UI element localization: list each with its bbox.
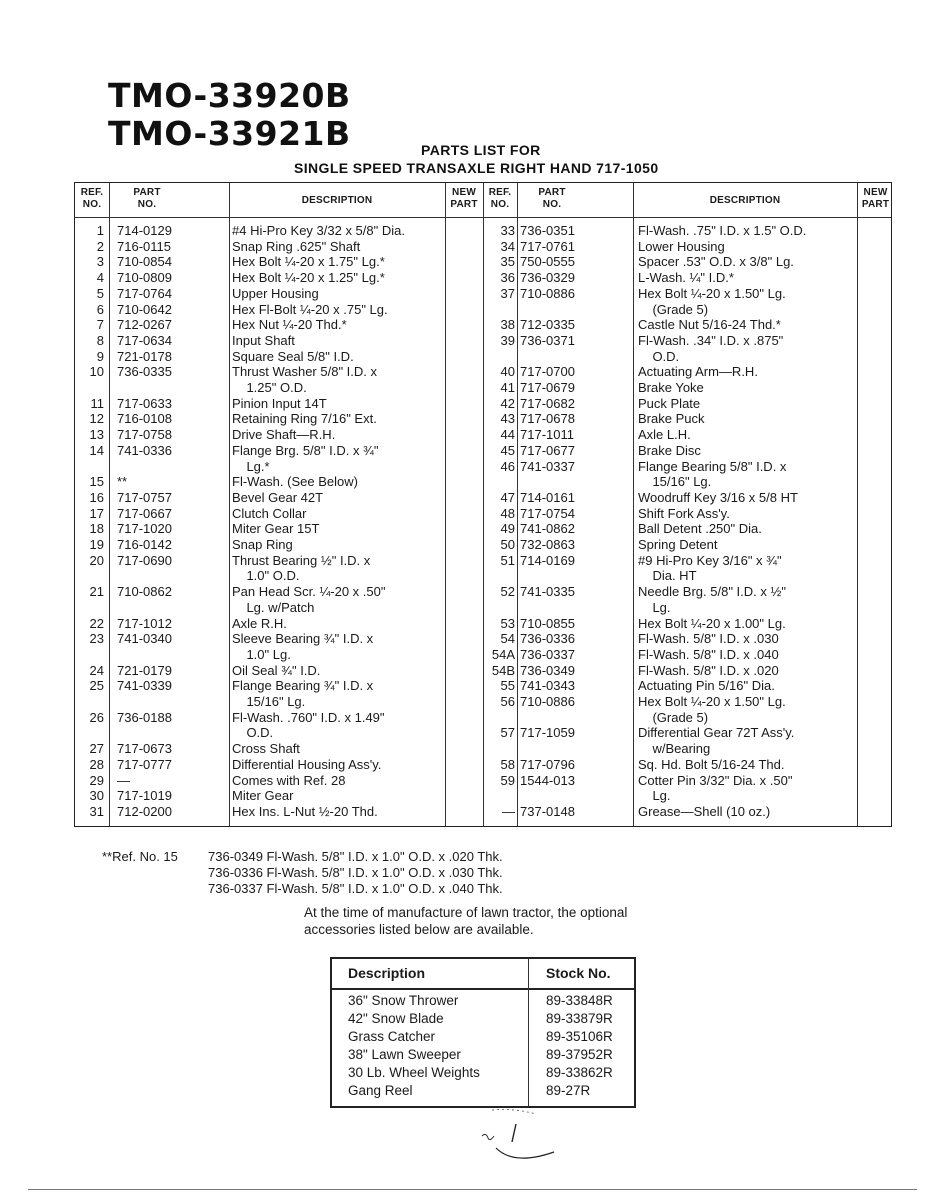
description-cell: Sleeve Bearing ¾" I.D. x [232, 631, 374, 647]
parts-table [74, 182, 892, 827]
accessory-description: 42" Snow Blade [348, 1011, 444, 1026]
ref-cell: 54 [500, 631, 515, 647]
description-cell: 1.0" Lg. [232, 646, 291, 662]
ref-cell: 54B [491, 662, 515, 678]
ref-cell: 50 [500, 537, 515, 552]
ref-cell: 25 [89, 678, 104, 694]
part-number-cell: 710-0862 [117, 584, 172, 600]
ref-cell: 13 [89, 427, 104, 443]
description-cell: (Grade 5) [638, 301, 709, 317]
ref-cell: 6 [96, 301, 104, 317]
part-number-cell: 716-0142 [117, 537, 172, 552]
description-cell: #9 Hi-Pro Key 3/16" x ¾" [638, 552, 782, 568]
ref-cell: 51 [500, 552, 515, 568]
description-cell: Brake Yoke [638, 380, 704, 395]
ref-cell: 7 [96, 317, 104, 333]
parts-list-heading: PARTS LIST FOR [421, 142, 541, 158]
ref-cell: 53 [500, 615, 515, 631]
column-divider [633, 183, 634, 826]
ref-cell [479, 741, 515, 757]
ref-cell: 26 [89, 709, 104, 725]
part-number-cell: 741-0862 [520, 521, 575, 537]
part-number-cell: 717-0634 [117, 332, 172, 348]
ref-cell: 46 [500, 458, 515, 474]
description-cell: Lg. w/Patch [232, 599, 315, 615]
description-cell: Spring Detent [638, 537, 718, 552]
ref-cell: 31 [89, 803, 104, 819]
description-cell: L-Wash. ¼" I.D.* [638, 270, 734, 286]
ref-cell: 36 [500, 270, 515, 286]
part-number-cell: 717-1059 [520, 725, 575, 741]
ref-cell: 41 [500, 380, 515, 395]
part-number-cell: 736-0188 [117, 709, 172, 725]
part-number-cell: 714-0129 [117, 223, 172, 238]
ref-cell: 15 [89, 474, 104, 490]
column-divider [109, 183, 110, 826]
ref-cell: 1 [96, 223, 104, 238]
description-cell: Fl-Wash. .760" I.D. x 1.49" [232, 709, 385, 725]
ref-cell: 14 [89, 442, 104, 458]
ref-cell: 19 [89, 537, 104, 552]
ref-cell: 29 [89, 772, 104, 788]
part-number-cell: 736-0371 [520, 332, 575, 348]
ref-cell: 3 [96, 254, 104, 270]
ref-cell: 39 [500, 332, 515, 348]
description-cell: 15/16" Lg. [232, 694, 306, 709]
column-divider [229, 183, 230, 826]
description-cell: Fl-Wash. .34" I.D. x .875" [638, 332, 784, 348]
ref-cell: 47 [500, 489, 515, 505]
description-cell: Pinion Input 14T [232, 395, 327, 411]
ref-cell: 42 [500, 395, 515, 411]
part-number-cell: 736-0329 [520, 270, 575, 286]
description-cell: Miter Gear [232, 788, 294, 804]
part-number-cell: 717-1020 [117, 521, 172, 537]
description-cell: Hex Ins. L-Nut ½-20 Thd. [232, 803, 378, 819]
part-number-cell: 741-0337 [520, 458, 575, 474]
part-number-cell: 732-0863 [520, 537, 575, 552]
ref-cell: 5 [96, 285, 104, 301]
description-cell: Differential Housing Ass'y. [232, 756, 382, 772]
column-divider [857, 183, 858, 826]
ref-cell: 12 [89, 411, 104, 427]
ref-cell: 16 [89, 489, 104, 505]
part-number-cell: 741-0340 [117, 631, 172, 647]
part-number-cell: 736-0351 [520, 223, 575, 238]
description-cell: Hex Bolt ¼-20 x 1.00" Lg. [638, 615, 786, 631]
ref-cell: 27 [89, 741, 104, 757]
description-cell: Brake Disc [638, 442, 701, 458]
ref-cell [75, 647, 104, 663]
ref-cell: 21 [89, 584, 104, 600]
description-cell: (Grade 5) [638, 709, 709, 725]
description-cell: Thrust Washer 5/8" I.D. x [232, 364, 378, 380]
part-number-cell: 717-1012 [117, 615, 172, 631]
ref-cell [479, 710, 515, 726]
ref-cell: 40 [500, 364, 515, 380]
ref-cell: 8 [96, 332, 104, 348]
ref-cell: 56 [500, 694, 515, 709]
ref-cell: 54A [491, 646, 515, 662]
part-number-cell: 717-0673 [117, 741, 172, 757]
description-cell: 15/16" Lg. [638, 474, 712, 490]
accessory-stock-number: 89-33862R [546, 1065, 613, 1080]
header-part-no: PART NO. [133, 187, 161, 210]
part-number-cell: 1544-013 [520, 772, 575, 788]
column-divider [517, 183, 518, 826]
accessory-stock-number: 89-33879R [546, 1011, 613, 1026]
part-number-cell: 714-0169 [520, 552, 575, 568]
description-cell: Snap Ring .625" Shaft [232, 238, 361, 254]
ref-cell [75, 380, 104, 396]
description-cell: Oil Seal ¾" I.D. [232, 662, 321, 678]
accessories-note [304, 904, 627, 938]
ref-cell [479, 474, 515, 490]
model-number-1: TMO-33920B [108, 76, 351, 115]
header-rule [75, 217, 891, 218]
ref-cell: 38 [500, 317, 515, 333]
description-cell: Clutch Collar [232, 505, 307, 521]
description-cell: Hex Bolt ¼-20 x 1.50" Lg. [638, 694, 786, 709]
footnote-line: 736-0336 Fl-Wash. 5/8" I.D. x 1.0" O.D. x .030 Thk. [208, 865, 503, 880]
part-number-cell: 710-0886 [520, 694, 575, 709]
part-number-cell: 750-0555 [520, 254, 575, 270]
accessory-stock-number: 89-27R [546, 1083, 591, 1098]
ref-cell [75, 694, 104, 710]
part-number-cell: 710-0854 [117, 254, 172, 270]
description-cell: Cotter Pin 3/32" Dia. x .50" [638, 772, 793, 788]
part-number-cell: 710-0886 [520, 285, 575, 301]
part-number-cell: 736-0335 [117, 364, 172, 380]
description-cell: Sq. Hd. Bolt 5/16-24 Thd. [638, 756, 785, 772]
description-cell: Grease—Shell (10 oz.) [638, 803, 771, 819]
description-cell: Miter Gear 15T [232, 521, 320, 537]
description-cell: Lg. [638, 788, 671, 804]
description-cell: Hex Fl-Bolt ¼-20 x .75" Lg. [232, 301, 388, 317]
part-number-cell: 717-0761 [520, 238, 575, 254]
ref-cell: 10 [89, 364, 104, 380]
handwritten-mark [474, 1108, 564, 1168]
ref-cell: 30 [89, 788, 104, 804]
ref-cell [75, 568, 104, 584]
ref-cell: 35 [500, 254, 515, 270]
part-number-cell: 717-0758 [117, 427, 172, 443]
ref-cell: 48 [500, 505, 515, 521]
description-cell: Square Seal 5/8" I.D. [232, 348, 354, 364]
description-cell: Woodruff Key 3/16 x 5/8 HT [638, 489, 798, 505]
header-new-part: NEW PART [450, 187, 478, 210]
description-cell: #4 Hi-Pro Key 3/32 x 5/8" Dia. [232, 223, 405, 238]
part-number-cell: 741-0339 [117, 678, 172, 694]
ref-cell: 43 [500, 411, 515, 427]
description-cell: Hex Bolt ¼-20 x 1.50" Lg. [638, 285, 786, 301]
ref-cell [479, 302, 515, 318]
accessory-description: 36" Snow Thrower [348, 993, 459, 1008]
footnote-line: 736-0349 Fl-Wash. 5/8" I.D. x 1.0" O.D. x .020 Thk. [208, 849, 503, 864]
description-cell: w/Bearing [638, 741, 711, 757]
part-number-cell: 717-0764 [117, 285, 172, 301]
header-ref-no: REF. NO. [488, 187, 512, 210]
parts-list-subheading: SINGLE SPEED TRANSAXLE RIGHT HAND 717-1050 [294, 160, 659, 176]
part-number-cell: 721-0179 [117, 662, 172, 678]
part-number-cell: 717-1011 [520, 427, 574, 443]
part-number-cell: 710-0855 [520, 615, 575, 631]
part-number-cell: 717-1019 [117, 788, 172, 804]
ref-cell: 55 [500, 678, 515, 694]
header-description: DESCRIPTION [709, 195, 781, 206]
description-cell: Hex Bolt ¼-20 x 1.75" Lg.* [232, 254, 385, 270]
ref-cell: 23 [89, 631, 104, 647]
part-number-cell: 712-0335 [520, 317, 575, 333]
description-cell: O.D. [638, 348, 680, 364]
description-cell: 1.25" O.D. [232, 380, 307, 395]
header-ref-no: REF. NO. [80, 187, 104, 210]
ref-cell: 59 [500, 772, 515, 788]
description-cell: Flange Brg. 5/8" I.D. x ¾" [232, 442, 379, 458]
description-cell: Differential Gear 72T Ass'y. [638, 725, 795, 741]
description-cell: Fl-Wash. .75" I.D. x 1.5" O.D. [638, 223, 807, 238]
ref-cell: 45 [500, 442, 515, 458]
ref-cell [479, 600, 515, 616]
part-number-cell: 717-0777 [117, 756, 172, 772]
part-number-cell: ** [117, 474, 128, 490]
description-cell: Actuating Arm—R.H. [638, 364, 758, 380]
part-number-cell: 714-0161 [520, 489, 575, 505]
part-number-cell: 717-0677 [520, 442, 575, 458]
part-number-cell: 717-0757 [117, 489, 172, 505]
column-divider [528, 959, 529, 1106]
accessory-stock-number: 89-33848R [546, 993, 613, 1008]
description-cell: Flange Bearing ¾" I.D. x [232, 678, 374, 694]
part-number-cell: 717-0682 [520, 395, 575, 411]
description-cell: Axle L.H. [638, 427, 691, 443]
ref-cell: 49 [500, 521, 515, 537]
part-number-cell: 716-0108 [117, 411, 172, 427]
ref-cell: 2 [96, 238, 104, 254]
part-number-cell: 721-0178 [117, 348, 172, 364]
description-cell: Retaining Ring 7/16" Ext. [232, 411, 377, 427]
description-cell: Thrust Bearing ½" I.D. x [232, 552, 371, 568]
accessories-note-line: At the time of manufacture of lawn tractor, the optional [304, 905, 628, 920]
description-cell: Fl-Wash. (See Below) [232, 474, 358, 490]
description-cell: Fl-Wash. 5/8" I.D. x .030 [638, 631, 779, 647]
part-number-cell: — [117, 772, 130, 788]
description-cell: Needle Brg. 5/8" I.D. x ½" [638, 584, 786, 600]
bottom-rule [28, 1189, 917, 1190]
description-cell: Brake Puck [638, 411, 705, 427]
ref-cell [479, 349, 515, 365]
description-cell: Dia. HT [638, 568, 697, 584]
footnote-prefix: **Ref. No. 15 [102, 849, 178, 864]
description-cell: Ball Detent .250" Dia. [638, 521, 762, 537]
description-cell: Lg.* [232, 458, 270, 474]
ref-cell [75, 725, 104, 741]
part-number-cell: 712-0267 [117, 317, 172, 333]
description-cell: Actuating Pin 5/16" Dia. [638, 678, 775, 694]
part-number-cell: 717-0633 [117, 395, 172, 411]
part-number-cell: 741-0335 [520, 584, 575, 600]
description-cell: Snap Ring [232, 537, 293, 552]
description-cell: Upper Housing [232, 285, 319, 301]
ref-cell [75, 600, 104, 616]
header-part-no: PART NO. [538, 187, 566, 210]
ref-cell: 34 [500, 238, 515, 254]
accessory-description: 30 Lb. Wheel Weights [348, 1065, 480, 1080]
ref-cell: 33 [500, 223, 515, 238]
header-new-part: NEW PART [861, 187, 890, 210]
ref-cell: 28 [89, 756, 104, 772]
ref-cell: 22 [89, 615, 104, 631]
part-number-cell: 736-0336 [520, 631, 575, 647]
model-number-2: TMO-33921B [108, 114, 351, 153]
part-number-cell: 736-0337 [520, 646, 575, 662]
description-cell: Drive Shaft—R.H. [232, 427, 336, 443]
description-cell: Comes with Ref. 28 [232, 772, 346, 788]
part-number-cell: 737-0148 [520, 803, 575, 819]
header-rule [332, 988, 634, 990]
ref-cell: — [502, 803, 515, 819]
part-number-cell: 717-0754 [520, 505, 575, 521]
part-number-cell: 736-0349 [520, 662, 575, 678]
part-number-cell: 717-0678 [520, 411, 575, 427]
ref-cell [75, 459, 104, 475]
ref-cell: 44 [500, 427, 515, 443]
part-number-cell: 741-0343 [520, 678, 575, 694]
ref-cell: 4 [96, 270, 104, 286]
part-number-cell: 741-0336 [117, 442, 172, 458]
footnote-line: 736-0337 Fl-Wash. 5/8" I.D. x 1.0" O.D. x .040 Thk. [208, 881, 503, 896]
ref-cell: 11 [90, 395, 104, 411]
description-cell: Flange Bearing 5/8" I.D. x [638, 458, 787, 474]
description-cell: Axle R.H. [232, 615, 287, 631]
ref-cell [479, 788, 515, 804]
accessory-stock-number: 89-37952R [546, 1047, 613, 1062]
ref-cell: 20 [89, 552, 104, 568]
part-number-cell: 717-0679 [520, 380, 575, 395]
description-cell: Lg. [638, 599, 671, 615]
accessory-description: Gang Reel [348, 1083, 413, 1098]
ref-cell: 17 [89, 505, 104, 521]
accessory-description: Grass Catcher [348, 1029, 436, 1044]
description-cell: Hex Nut ¼-20 Thd.* [232, 317, 347, 333]
part-number-cell: 717-0690 [117, 552, 172, 568]
accessories-table [330, 957, 636, 1108]
accessory-description: 38" Lawn Sweeper [348, 1047, 461, 1062]
description-cell: Hex Bolt ¼-20 x 1.25" Lg.* [232, 270, 385, 286]
description-cell: Input Shaft [232, 332, 295, 348]
description-cell: Pan Head Scr. ¼-20 x .50" [232, 584, 386, 600]
ref-cell: 37 [500, 285, 515, 301]
ref-cell: 58 [500, 756, 515, 772]
accessory-stock-number: 89-35106R [546, 1029, 613, 1044]
part-number-cell: 717-0700 [520, 364, 575, 380]
description-cell: 1.0" O.D. [232, 568, 300, 584]
description-cell: Fl-Wash. 5/8" I.D. x .040 [638, 646, 779, 662]
part-number-cell: 710-0642 [117, 301, 172, 317]
accessories-header-stock: Stock No. [546, 965, 611, 981]
part-number-cell: 717-0796 [520, 756, 575, 772]
description-cell: Shift Fork Ass'y. [638, 505, 730, 521]
description-cell: Lower Housing [638, 238, 725, 254]
ref-cell: 9 [96, 348, 104, 364]
column-divider [445, 183, 446, 826]
ref-cell: 57 [500, 725, 515, 741]
part-number-cell: 717-0667 [117, 505, 172, 521]
description-cell: Castle Nut 5/16-24 Thd.* [638, 317, 781, 333]
header-description: DESCRIPTION [301, 195, 373, 206]
ref-cell [479, 568, 515, 584]
description-cell: Cross Shaft [232, 741, 300, 757]
accessories-header-description: Description [348, 965, 426, 981]
part-number-cell: 716-0115 [117, 238, 171, 254]
ref-cell: 18 [89, 521, 104, 537]
ref-cell: 24 [89, 662, 104, 678]
part-number-cell: 712-0200 [117, 803, 172, 819]
description-cell: Puck Plate [638, 395, 701, 411]
description-cell: Spacer .53" O.D. x 3/8" Lg. [638, 254, 794, 270]
accessories-note-line: accessories listed below are available. [304, 922, 534, 937]
description-cell: Bevel Gear 42T [232, 489, 324, 505]
description-cell: O.D. [232, 725, 274, 741]
part-number-cell: 710-0809 [117, 270, 172, 286]
ref-cell: 52 [500, 584, 515, 600]
description-cell: Fl-Wash. 5/8" I.D. x .020 [638, 662, 779, 678]
